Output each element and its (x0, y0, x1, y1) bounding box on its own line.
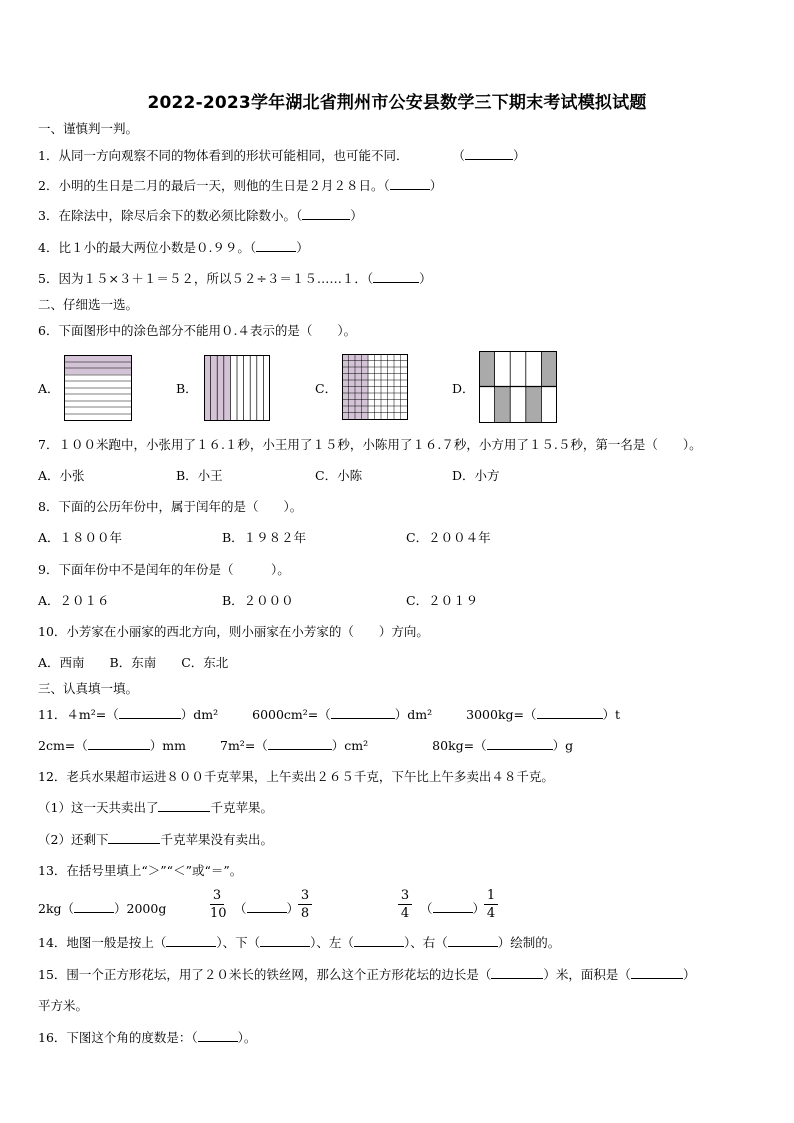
fraction-1-4: $\frac{1}{4}$ (484, 889, 498, 921)
question-11-row-1: 11．４m²=（ ）dm² 6000cm²=（ ）dm² 3000kg=（ ）t (38, 707, 621, 722)
figure-b[interactable] (204, 355, 270, 421)
option-b-label: B． (176, 381, 198, 396)
question-10: 10．小芳家在小丽家的西北方向，则小丽家在小芳家的（ ）方向。 (38, 624, 429, 639)
answer-blank[interactable] (631, 967, 683, 979)
section-2-heading: 二、仔细选一选。 (38, 297, 139, 312)
answer-blank[interactable] (491, 967, 543, 979)
answer-blank[interactable] (302, 208, 350, 220)
question-1: 1．从同一方向观察不同的物体看到的形状可能相同，也可能不同． （ ） (38, 148, 526, 163)
question-9: 9．下面年份中不是闰年的年份是（ ）。 (38, 562, 290, 577)
question-16: 16．下图这个角的度数是：（ ）。 (38, 1030, 257, 1045)
q7-option-d[interactable]: D．小方 (452, 468, 500, 483)
option-d-label: D． (452, 381, 475, 396)
fraction-3-8: $\frac{3}{8}$ (298, 889, 312, 921)
figure-c[interactable] (342, 354, 408, 420)
q9-option-c[interactable]: C．２０１９ (406, 593, 479, 608)
question-8: 8．下面的公历年份中，属于闰年的是（ ）。 (38, 499, 303, 514)
question-15: 15．围一个正方形花坛，用了２０米长的铁丝网，那么这个正方形花坛的边长是（ ）米，面积是（ ） (38, 967, 696, 982)
fraction-3-4: $\frac{3}{4}$ (398, 889, 412, 921)
answer-blank[interactable] (390, 178, 430, 190)
answer-blank[interactable] (166, 935, 216, 947)
question-14: 14．地图一般是按上（ ）、下（ ）、左（ ）、右（ ）绘制的。 (38, 935, 561, 950)
question-5: 5．因为１５×３＋１＝５２，所以５２÷３＝１５……１．（ ） (38, 271, 432, 286)
question-12-part-1: （1）这一天共卖出了 千克苹果。 (38, 800, 273, 815)
section-3-heading: 三、认真填一填。 (38, 681, 139, 696)
figure-a[interactable] (64, 355, 132, 421)
figure-d[interactable] (479, 351, 557, 423)
q7-option-b[interactable]: B．小王 (176, 468, 223, 483)
answer-blank[interactable] (119, 707, 181, 719)
answer-blank[interactable] (268, 738, 332, 750)
q9-option-b[interactable]: B．２０００ (222, 593, 294, 608)
question-11-row-2: 2cm=（ ）mm 7m²=（ ）cm² 80kg=（ ）g (38, 738, 574, 753)
section-1-heading: 一、谨慎判一判。 (38, 121, 139, 136)
question-12: 12．老兵水果超市运进８００千克苹果，上午卖出２６５千克，下午比上午多卖出４８千克。 (38, 769, 554, 784)
answer-blank[interactable] (108, 832, 160, 844)
answer-blank[interactable] (537, 707, 603, 719)
q10-options[interactable]: A．西南 B．东南 C．东北 (38, 655, 229, 670)
answer-blank[interactable] (433, 901, 473, 913)
answer-blank[interactable] (465, 148, 513, 160)
question-13-item-2-blank: （ ） (234, 901, 300, 916)
q8-option-c[interactable]: C．２００４年 (406, 530, 491, 545)
question-4: 4．比１小的最大两位小数是０.９９。（ ） (38, 240, 309, 255)
answer-blank[interactable] (158, 800, 210, 812)
q8-option-b[interactable]: B．１９８２年 (222, 530, 307, 545)
answer-blank[interactable] (198, 1030, 238, 1042)
answer-blank[interactable] (448, 935, 498, 947)
answer-blank[interactable] (487, 738, 553, 750)
q9-option-a[interactable]: A．２０１６ (38, 593, 110, 608)
answer-blank[interactable] (88, 738, 150, 750)
q7-option-a[interactable]: A．小张 (38, 468, 85, 483)
answer-blank[interactable] (354, 935, 404, 947)
answer-blank[interactable] (247, 901, 287, 913)
question-3: 3．在除法中，除尽后余下的数必须比除数小。（ ） (38, 208, 363, 223)
page-title: 2022-2023学年湖北省荆州市公安县数学三下期末考试模拟试题 (147, 93, 647, 113)
answer-blank[interactable] (74, 901, 114, 913)
answer-blank[interactable] (260, 935, 310, 947)
question-15-continued: 平方米。 (38, 998, 89, 1013)
q8-option-a[interactable]: A．１８００年 (38, 530, 123, 545)
question-6: 6．下面图形中的涂色部分不能用０.４表示的是（ ）。 (38, 323, 357, 338)
q7-option-c[interactable]: C．小陈 (315, 468, 363, 483)
question-13-item-1: 2kg（ ）2000g (38, 901, 167, 916)
question-2: 2．小明的生日是二月的最后一天，则他的生日是２月２８日。（ ） (38, 178, 443, 193)
question-13-item-3-blank: （ ） (420, 901, 486, 916)
option-a-label: A． (38, 381, 60, 396)
question-7: 7．１００米跑中，小张用了１６.１秒，小王用了１５秒，小陈用了１６.７秒，小方用了１５.５秒，第一名是（ ）。 (38, 437, 702, 452)
answer-blank[interactable] (256, 240, 296, 252)
question-13: 13．在括号里填上“＞”“＜”或“＝”。 (38, 863, 243, 878)
answer-blank[interactable] (373, 271, 419, 283)
option-c-label: C． (315, 381, 338, 396)
question-12-part-2: （2）还剩下 千克苹果没有卖出。 (38, 832, 273, 847)
answer-blank[interactable] (331, 707, 395, 719)
fraction-3-10: $\frac{3}{10}$ (210, 888, 227, 921)
